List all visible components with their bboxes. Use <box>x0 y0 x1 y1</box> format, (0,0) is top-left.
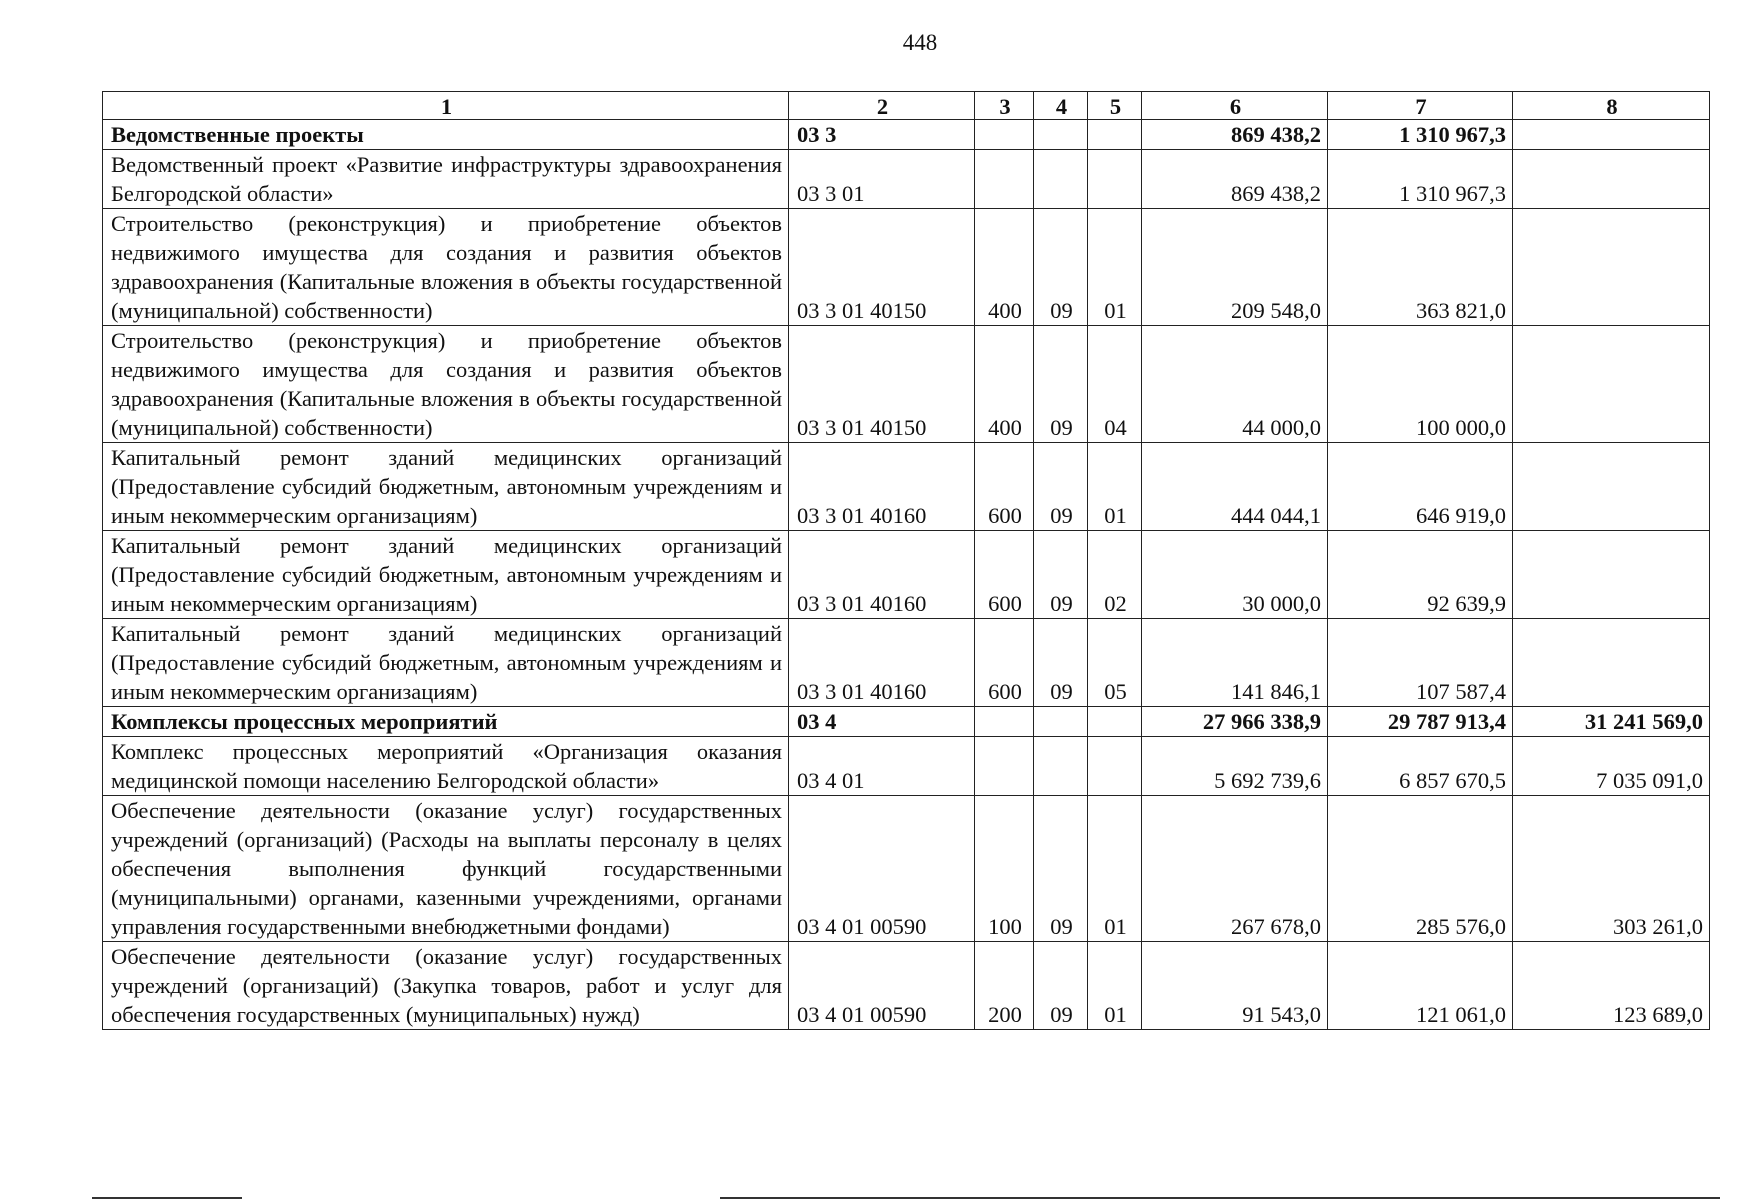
row-amount-col8: 123 689,0 <box>1513 942 1710 1030</box>
row-expense-type: 400 <box>975 209 1034 326</box>
row-expense-type: 600 <box>975 619 1034 707</box>
column-header: 8 <box>1513 92 1710 120</box>
row-expense-type: 100 <box>975 796 1034 942</box>
row-code: 03 3 01 40150 <box>789 209 975 326</box>
row-expense-type <box>975 120 1034 150</box>
row-subsection: 04 <box>1088 326 1142 443</box>
row-section: 09 <box>1034 796 1088 942</box>
row-amount-col7: 285 576,0 <box>1328 796 1513 942</box>
column-header: 2 <box>789 92 975 120</box>
table-row <box>103 942 1710 1030</box>
row-code: 03 4 <box>789 707 975 737</box>
row-amount-col8 <box>1513 209 1710 326</box>
row-amount-col6: 444 044,1 <box>1142 443 1328 531</box>
row-amount-col8: 31 241 569,0 <box>1513 707 1710 737</box>
table-row-section <box>103 707 1710 737</box>
row-amount-col6: 141 846,1 <box>1142 619 1328 707</box>
column-header: 6 <box>1142 92 1328 120</box>
row-subsection <box>1088 737 1142 796</box>
bottom-rule-right <box>720 1197 1720 1199</box>
table-header-row <box>103 92 1710 120</box>
row-amount-col7: 92 639,9 <box>1328 531 1513 619</box>
row-amount-col6: 44 000,0 <box>1142 326 1328 443</box>
table-row <box>103 619 1710 707</box>
row-amount-col6: 91 543,0 <box>1142 942 1328 1030</box>
row-section <box>1034 707 1088 737</box>
row-expense-type: 600 <box>975 443 1034 531</box>
row-section: 09 <box>1034 619 1088 707</box>
table-row <box>103 443 1710 531</box>
table-row <box>103 737 1710 796</box>
bottom-rule-left <box>92 1197 242 1199</box>
row-subsection: 02 <box>1088 531 1142 619</box>
row-amount-col6: 869 438,2 <box>1142 120 1328 150</box>
row-description: Обеспечение деятельности (оказание услуг) государственных учреждений (организаций) (Закупка товаров, работ и услуг для обеспечения государственных (муниципальных) нужд) <box>103 942 789 1030</box>
row-subsection: 01 <box>1088 796 1142 942</box>
table-row <box>103 531 1710 619</box>
row-amount-col8 <box>1513 120 1710 150</box>
row-section: 09 <box>1034 531 1088 619</box>
row-amount-col7: 121 061,0 <box>1328 942 1513 1030</box>
column-header: 1 <box>103 92 789 120</box>
table-row <box>103 326 1710 443</box>
row-expense-type <box>975 707 1034 737</box>
row-expense-type: 200 <box>975 942 1034 1030</box>
row-amount-col8: 7 035 091,0 <box>1513 737 1710 796</box>
row-amount-col6: 27 966 338,9 <box>1142 707 1328 737</box>
row-amount-col7: 100 000,0 <box>1328 326 1513 443</box>
row-description: Обеспечение деятельности (оказание услуг) государственных учреждений (организаций) (Расходы на выплаты персоналу в целях обеспечения выполнения функций государственными (муниципальными) органами, казенными учреждениями, органами управления государственными внебюджетными фондами) <box>103 796 789 942</box>
row-subsection <box>1088 707 1142 737</box>
row-subsection: 05 <box>1088 619 1142 707</box>
row-code: 03 3 01 40160 <box>789 443 975 531</box>
column-header: 7 <box>1328 92 1513 120</box>
row-section <box>1034 737 1088 796</box>
row-amount-col7: 1 310 967,3 <box>1328 120 1513 150</box>
row-description: Капитальный ремонт зданий медицинских организаций (Предоставление субсидий бюджетным, автономным учреждениям и иным некоммерческим организациям) <box>103 443 789 531</box>
row-amount-col7: 6 857 670,5 <box>1328 737 1513 796</box>
row-subsection <box>1088 120 1142 150</box>
row-subsection: 01 <box>1088 209 1142 326</box>
row-description: Капитальный ремонт зданий медицинских организаций (Предоставление субсидий бюджетным, автономным учреждениям и иным некоммерческим организациям) <box>103 531 789 619</box>
row-amount-col8 <box>1513 150 1710 209</box>
row-amount-col6: 267 678,0 <box>1142 796 1328 942</box>
row-description: Комплексы процессных мероприятий <box>103 707 789 737</box>
row-description: Строительство (реконструкция) и приобретение объектов недвижимого имущества для создания и развития объектов здравоохранения (Капитальные вложения в объекты государственной (муниципальной) собственности) <box>103 209 789 326</box>
row-section: 09 <box>1034 443 1088 531</box>
row-amount-col6: 869 438,2 <box>1142 150 1328 209</box>
row-section <box>1034 120 1088 150</box>
column-header: 5 <box>1088 92 1142 120</box>
row-section: 09 <box>1034 209 1088 326</box>
row-description: Ведомственный проект «Развитие инфраструктуры здравоохранения Белгородской области» <box>103 150 789 209</box>
row-expense-type: 600 <box>975 531 1034 619</box>
row-code: 03 4 01 <box>789 737 975 796</box>
row-expense-type <box>975 150 1034 209</box>
row-amount-col6: 5 692 739,6 <box>1142 737 1328 796</box>
row-expense-type: 400 <box>975 326 1034 443</box>
row-section: 09 <box>1034 942 1088 1030</box>
row-description: Комплекс процессных мероприятий «Организация оказания медицинской помощи населению Белгородской области» <box>103 737 789 796</box>
table-row <box>103 150 1710 209</box>
row-amount-col7: 107 587,4 <box>1328 619 1513 707</box>
row-code: 03 3 <box>789 120 975 150</box>
row-description: Капитальный ремонт зданий медицинских организаций (Предоставление субсидий бюджетным, автономным учреждениям и иным некоммерческим организациям) <box>103 619 789 707</box>
row-description: Строительство (реконструкция) и приобретение объектов недвижимого имущества для создания и развития объектов здравоохранения (Капитальные вложения в объекты государственной (муниципальной) собственности) <box>103 326 789 443</box>
row-amount-col8 <box>1513 531 1710 619</box>
row-code: 03 3 01 40150 <box>789 326 975 443</box>
row-code: 03 4 01 00590 <box>789 796 975 942</box>
table-row <box>103 209 1710 326</box>
row-subsection: 01 <box>1088 443 1142 531</box>
row-code: 03 4 01 00590 <box>789 942 975 1030</box>
row-code: 03 3 01 40160 <box>789 619 975 707</box>
row-expense-type <box>975 737 1034 796</box>
row-amount-col7: 1 310 967,3 <box>1328 150 1513 209</box>
row-amount-col7: 29 787 913,4 <box>1328 707 1513 737</box>
row-amount-col8: 303 261,0 <box>1513 796 1710 942</box>
row-amount-col8 <box>1513 326 1710 443</box>
row-description: Ведомственные проекты <box>103 120 789 150</box>
row-subsection: 01 <box>1088 942 1142 1030</box>
budget-table <box>102 91 1710 1030</box>
row-amount-col6: 30 000,0 <box>1142 531 1328 619</box>
page-number: 448 <box>902 30 938 55</box>
row-section <box>1034 150 1088 209</box>
row-amount-col8 <box>1513 443 1710 531</box>
column-header: 4 <box>1034 92 1088 120</box>
column-header: 3 <box>975 92 1034 120</box>
table-row-section <box>103 120 1710 150</box>
row-section: 09 <box>1034 326 1088 443</box>
table-row <box>103 796 1710 942</box>
row-amount-col6: 209 548,0 <box>1142 209 1328 326</box>
row-amount-col8 <box>1513 619 1710 707</box>
row-amount-col7: 646 919,0 <box>1328 443 1513 531</box>
row-subsection <box>1088 150 1142 209</box>
row-amount-col7: 363 821,0 <box>1328 209 1513 326</box>
row-code: 03 3 01 40160 <box>789 531 975 619</box>
row-code: 03 3 01 <box>789 150 975 209</box>
